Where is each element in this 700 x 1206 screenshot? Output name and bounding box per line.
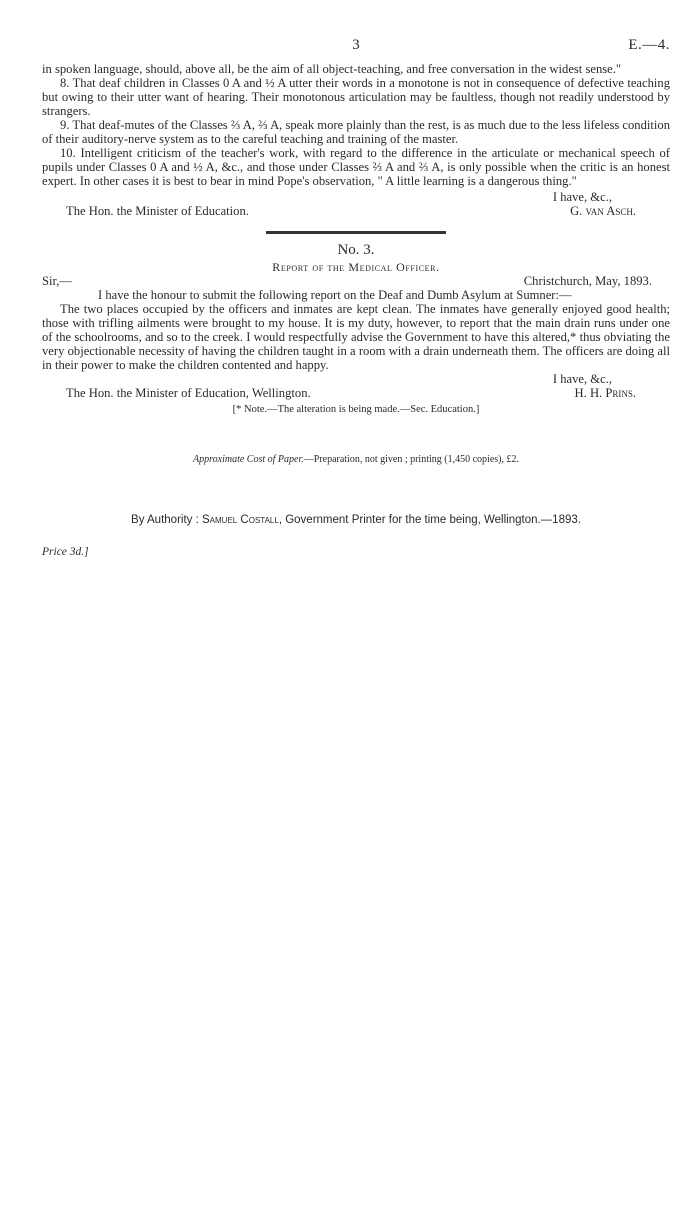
letter1-addressee: The Hon. the Minister of Education. [66,204,249,218]
report-signatory: H. H. Prins. [574,386,636,400]
letter1-closing: I have, &c., [552,190,612,204]
salutation-row [42,274,670,288]
footnote: [* Note.—The alteration is being made.—Sec. Education.] [232,404,480,415]
page-header [42,38,670,62]
report-closing: I have, &c., [552,372,612,386]
section-divider [266,231,446,234]
place-date: Christchurch, May, 1893. [523,274,652,288]
report-addressee: The Hon. the Minister of Education, Wellington. [66,386,311,400]
paragraph-8: 8. That deaf children in Classes 0 A and ½ A utter their words in a monotone is not in consequence of defective teaching but owing to their utter want of hearing. Their monotonous articulation may be faultless, though not readily understood by strangers. [42,76,670,118]
authority-suffix: , Government Printer for the time being, Wellington.—1893. [278,514,581,526]
report-signature-row [42,386,670,402]
section-title: Report of the Medical Officer. [272,260,440,274]
letter1-signature-row [42,204,670,220]
paragraph-10: 10. Intelligent criticism of the teacher's work, with regard to the difference in the articulate or mechanical speech of pupils under Classes 0 A and ½ A, &c., and those under Classes ⅔ A and ⅔ A, is only possible when the critic is an honest expert. In other cases it is best to bear in mind Pope's observation, " A little learning is a dangerous thing." [42,146,670,188]
paragraph-9: 9. That deaf-mutes of the Classes ⅔ A, ⅔ A, speak more plainly than the rest, is as much due to the less lifeless condition of their auditory-nerve system as to the careful teaching and training of the master. [42,118,670,146]
document-page [42,38,670,559]
letter1-signatory: G. van Asch. [570,204,636,218]
cost-of-paper [42,453,670,467]
printer-authority [42,513,670,527]
cost-label: Approximate Cost of Paper. [193,454,304,465]
page-number: 3 [352,37,360,53]
price: Price 3d.] [42,546,89,558]
paragraph-continuation: in spoken language, should, above all, be the aim of all object-teaching, and free conversation in the widest sense." [42,62,622,76]
salutation: Sir,— [42,274,72,288]
cost-text: —Preparation, not given ; printing (1,450 copies), £2. [303,454,519,465]
printer-name: Samuel Costall [202,514,279,526]
document-reference: E.—4. [628,37,670,53]
report-body: The two places occupied by the officers and inmates are kept clean. The inmates have generally enjoyed good health; those with trifling ailments were brought to my house. It is my duty, however, to report that the main drain runs under one of the schoolrooms, and so to the creek. I would respectfully advise the Government to have this altered,* thus obviating the very objectionable necessity of having the children taught in a room with a drain underneath them. The officers are doing all in their power to make the children contented and happy. [42,302,670,372]
section-number: No. 3. [337,242,375,258]
report-intro: I have the honour to submit the following report on the Deaf and Dumb Asylum at Sumner:— [98,288,572,302]
authority-prefix: By Authority : [131,514,199,526]
